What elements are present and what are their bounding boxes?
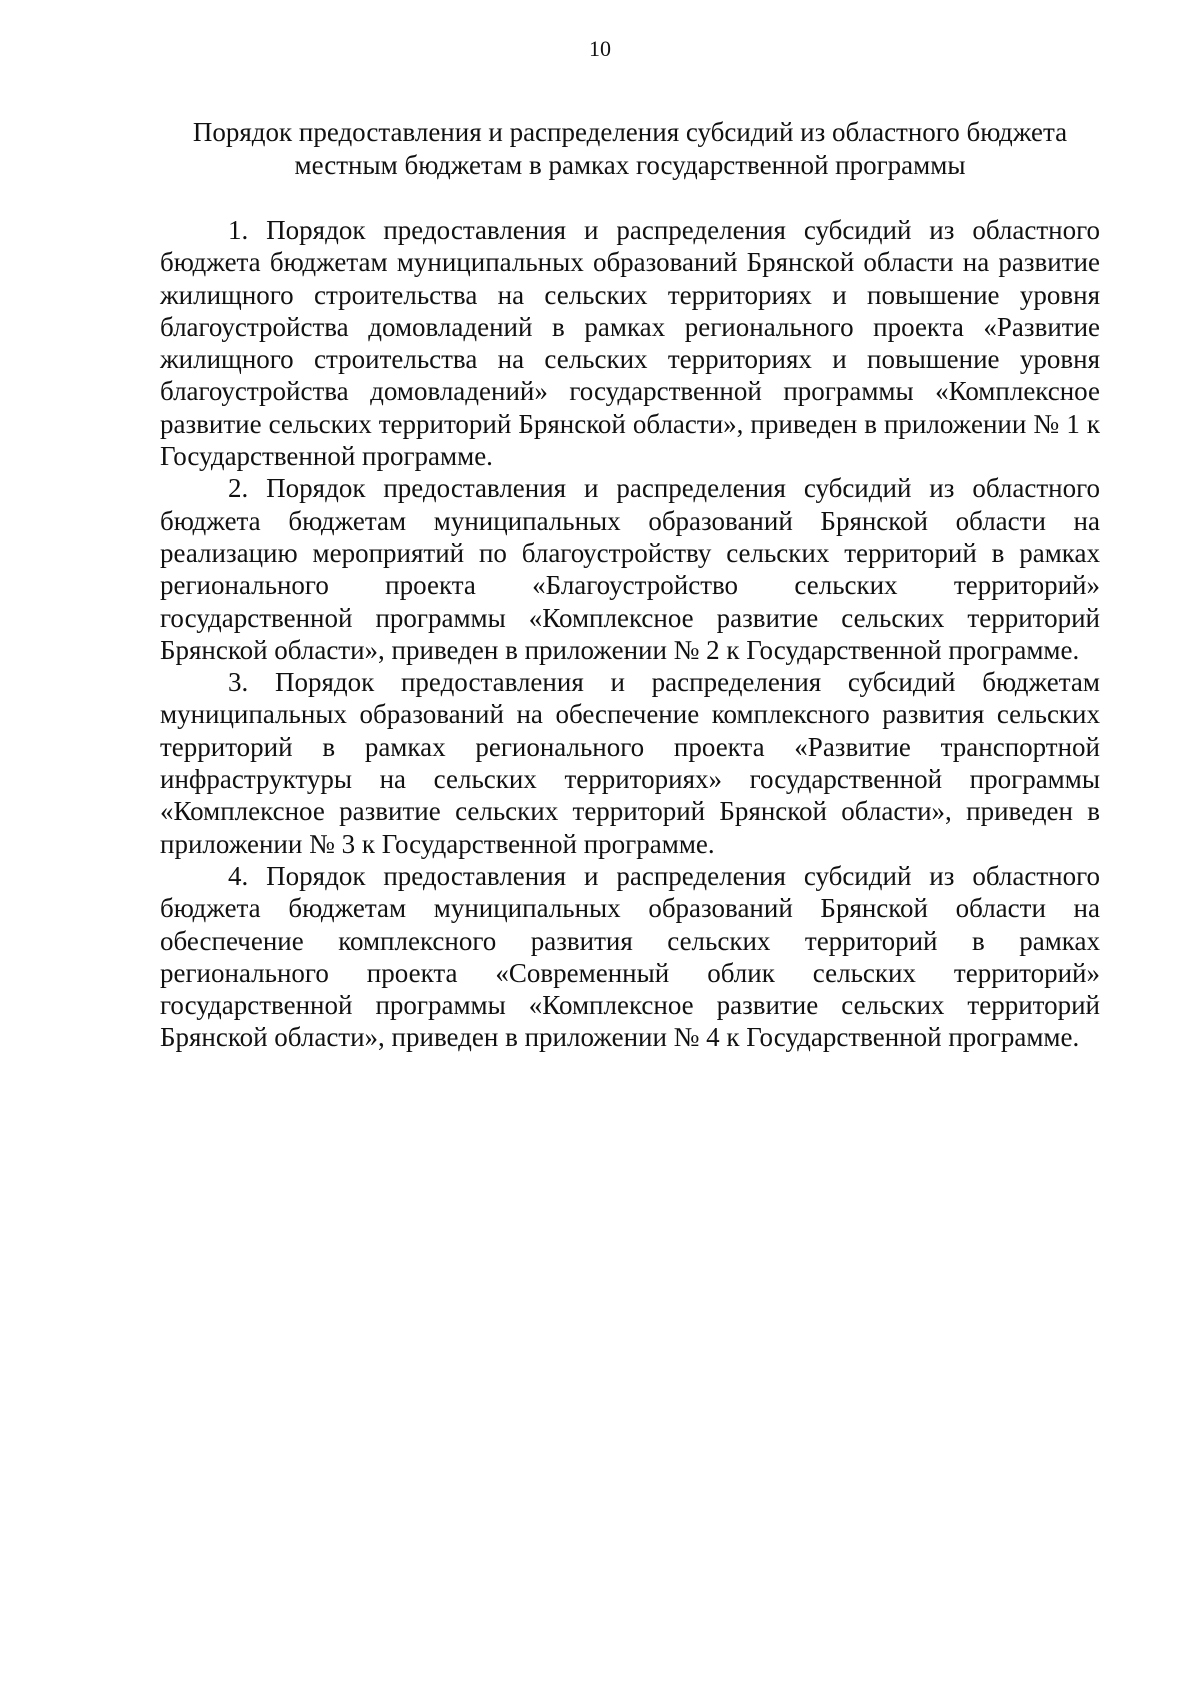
paragraph-1: 1. Порядок предоставления и распределения субсидий из областного бюджета бюджетам муниципальных образований Брянской области на развитие жилищного строительства на сельских территориях и повышение уровня благоустройства домовладений в рамках регионального проекта «Развитие жилищного строительства на сельских территориях и повышение уровня благоустройства домовладений» государственной программы «Комплексное развитие сельских территорий Брянской области», приведен в приложении № 1 к Государственной программе.: [160, 215, 1100, 472]
paragraph-4: 4. Порядок предоставления и распределения субсидий из областного бюджета бюджетам муниципальных образований Брянской области на обеспечение комплексного развития сельских территорий в рамках регионального проекта «Современный облик сельских территорий» государственной программы «Комплексное развитие сельских территорий Брянской области», приведен в приложении № 4 к Государственной программе.: [160, 860, 1100, 1053]
page-number: 10: [589, 36, 611, 61]
paragraph-2: 2. Порядок предоставления и распределения субсидий из областного бюджета бюджетам муниципальных образований Брянской области на реализацию мероприятий по благоустройству сельских территорий в рамках регионального проекта «Благоустройство сельских территорий» государственной программы «Комплексное развитие сельских территорий Брянской области», приведен в приложении № 2 к Государственной программе.: [160, 473, 1100, 665]
document-body: [160, 214, 1100, 1054]
paragraph-3: 3. Порядок предоставления и распределения субсидий бюджетам муниципальных образований на обеспечение комплексного развития сельских территорий в рамках регионального проекта «Развитие транспортной инфраструктуры на сельских территориях» государственной программы «Комплексное развитие сельских территорий Брянской области», приведен в приложении № 3 к Государственной программе.: [160, 667, 1100, 859]
document-title: [160, 116, 1100, 182]
title-line-2: местным бюджетам в рамках государственной программы: [294, 150, 966, 180]
title-line-1: Порядок предоставления и распределения субсидий из областного бюджета: [192, 117, 1068, 147]
